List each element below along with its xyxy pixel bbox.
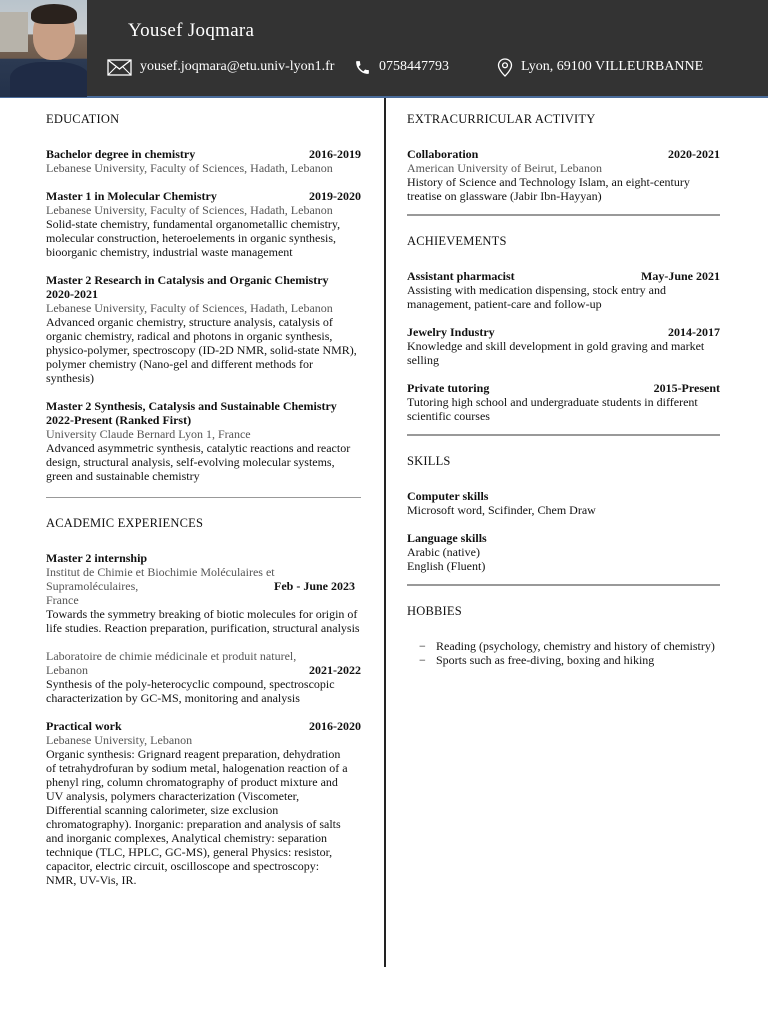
achievement-entry — [407, 325, 720, 367]
achievement-title: Private tutoring — [407, 381, 490, 395]
phone-contact[interactable] — [354, 57, 449, 77]
location-pin-icon — [497, 58, 513, 77]
skill-group-value: Microsoft word, Scifinder, Chem Draw — [407, 503, 596, 517]
achievement-title: Assistant pharmacist — [407, 269, 515, 283]
activity-dates: 2020-2021 — [668, 147, 720, 161]
skill-group-title: Language skills — [407, 531, 487, 545]
hobbies-list — [407, 639, 720, 667]
section-divider — [407, 584, 720, 586]
phone-text: 0758447793 — [379, 59, 449, 74]
experience-institution: Laboratoire de chimie médicinale et produit naturel, — [46, 649, 297, 663]
email-text: yousef.joqmara@etu.univ-lyon1.fr — [140, 59, 335, 74]
degree-dates: 2016-2019 — [309, 147, 361, 161]
education-entry — [46, 399, 361, 483]
hobby-text: Reading (psychology, chemistry and history of chemistry) — [436, 639, 715, 653]
experience-entry — [46, 551, 361, 635]
achievements-heading: ACHIEVEMENTS — [407, 234, 507, 248]
experience-institution: Supramoléculaires, — [46, 579, 139, 593]
skill-group-title: Computer skills — [407, 489, 489, 503]
education-entry — [46, 273, 361, 385]
activity-institution: American University of Beirut, Lebanon — [407, 161, 602, 175]
experience-institution: Lebanese University, Lebanon — [46, 733, 193, 747]
skill-group — [407, 489, 720, 517]
academic-heading: ACADEMIC EXPERIENCES — [46, 516, 204, 530]
degree-title: Bachelor degree in chemistry — [46, 147, 196, 161]
experience-description: Organic synthesis: Grignard reagent preparation, dehydration of tetrahydrofuran by sodium metal, halogenation reaction of a phenyl ring, column chromatography of product mixture and UV analysis, polymers characterization (Viscometer, Differential scanning calorimeter, size exclusion chromatography). Inorganic: preparation and analysis of salts and inorganic complexes, Analytical chemistry: separation technique (TLC, HPLC, GC-MS), general Physics: resistor, capacitor, electric circuit, oscilloscope and spectroscopy: NMR, UV-Vis, IR. — [46, 747, 348, 887]
skills-heading: SKILLS — [407, 454, 451, 468]
degree-title: Master 1 in Molecular Chemistry — [46, 189, 217, 203]
hobbies-heading: HOBBIES — [407, 604, 462, 618]
degree-institution: Lebanese University, Faculty of Sciences, Hadath, Lebanon — [46, 161, 333, 175]
degree-description: Advanced organic chemistry, structure analysis, catalysis of organic chemistry, radical and photons in organic synthesis, physico-polymer, spectroscopy (ID-2D NMR, solid-state NMR), polymer chemistry (Nano-gel and different methods for synthesis) — [46, 315, 357, 385]
achievement-dates: May-June 2021 — [641, 269, 720, 283]
achievement-entry — [407, 269, 720, 311]
experience-entry — [46, 649, 361, 705]
location-text: Lyon, 69100 VILLEURBANNE — [521, 59, 704, 74]
activity-title: Collaboration — [407, 147, 479, 161]
education-entry — [46, 147, 361, 175]
extracurricular-heading: EXTRACURRICULAR ACTIVITY — [407, 112, 596, 126]
experience-dates: 2021-2022 — [309, 663, 361, 677]
degree-title: Master 2 Synthesis, Catalysis and Sustainable Chemistry — [46, 399, 337, 413]
email-contact[interactable] — [107, 57, 334, 77]
education-entry — [46, 189, 361, 259]
experience-description: Towards the symmetry breaking of biotic molecules for origin of life studies. Reaction preparation, purification, structural analysis — [46, 607, 360, 635]
extracurricular-entry — [407, 147, 720, 203]
experience-entry — [46, 719, 361, 887]
degree-dates: 2022-Present (Ranked First) — [46, 413, 192, 427]
degree-institution: Lebanese University, Faculty of Sciences, Hadath, Lebanon — [46, 301, 333, 315]
experience-dates: Feb - June 2023 — [274, 579, 355, 593]
list-item: − Sports such as free-diving, boxing and hiking — [419, 653, 655, 667]
hobby-text: Sports such as free-diving, boxing and hiking — [436, 653, 655, 667]
profile-photo — [0, 0, 87, 97]
experience-description: Synthesis of the poly-heterocyclic compound, spectroscopic characterization by GC-MS, monitoring and analysis — [46, 677, 335, 705]
language-item: Arabic (native) — [407, 545, 480, 559]
phone-icon — [354, 59, 371, 76]
achievement-description: Knowledge and skill development in gold graving and market selling — [407, 339, 705, 367]
experience-title: Practical work — [46, 719, 122, 733]
envelope-icon — [107, 59, 132, 76]
achievement-entry — [407, 381, 720, 423]
experience-country: France — [46, 593, 79, 607]
header-bar — [0, 0, 768, 98]
experience-dates: 2016-2020 — [309, 719, 361, 733]
degree-dates: 2019-2020 — [309, 189, 361, 203]
section-divider — [46, 497, 361, 498]
candidate-name: Yousef Joqmara — [128, 20, 255, 41]
achievement-dates: 2015-Present — [653, 381, 720, 395]
section-divider — [407, 434, 720, 436]
section-divider — [407, 214, 720, 216]
experience-country: Lebanon — [46, 663, 88, 677]
left-column — [46, 112, 361, 901]
achievement-description: Assisting with medication dispensing, stock entry and management, patient-care and follow-up — [407, 283, 666, 311]
education-heading: EDUCATION — [46, 112, 120, 126]
degree-description: Solid-state chemistry, fundamental organometallic chemistry, molecular construction, heteroelements in organic synthesis, bioorganic chemistry, industrial waste management — [46, 217, 341, 259]
language-item: English (Fluent) — [407, 559, 486, 573]
skill-group — [407, 531, 720, 573]
degree-dates: 2020-2021 — [46, 287, 98, 301]
column-divider — [384, 98, 386, 967]
experience-institution: Institut de Chimie et Biochimie Moléculaires et — [46, 565, 275, 579]
achievement-description: Tutoring high school and undergraduate students in different scientific courses — [407, 395, 698, 423]
right-column — [407, 112, 720, 667]
degree-institution: Lebanese University, Faculty of Sciences, Hadath, Lebanon — [46, 203, 333, 217]
degree-institution: University Claude Bernard Lyon 1, France — [46, 427, 251, 441]
location-contact — [497, 57, 703, 77]
activity-description: History of Science and Technology Islam, an eight-century treatise on glassware (Jabir Ibn-Hayyan) — [407, 175, 690, 203]
degree-title: Master 2 Research in Catalysis and Organic Chemistry — [46, 273, 329, 287]
achievement-title: Jewelry Industry — [407, 325, 495, 339]
experience-title: Master 2 internship — [46, 551, 148, 565]
list-item: − Reading (psychology, chemistry and history of chemistry) — [419, 639, 715, 653]
degree-description: Advanced asymmetric synthesis, catalytic reactions and reactor design, structural analysis, self-evolving molecular systems, green and sustainable chemistry — [46, 441, 351, 483]
achievement-dates: 2014-2017 — [668, 325, 720, 339]
